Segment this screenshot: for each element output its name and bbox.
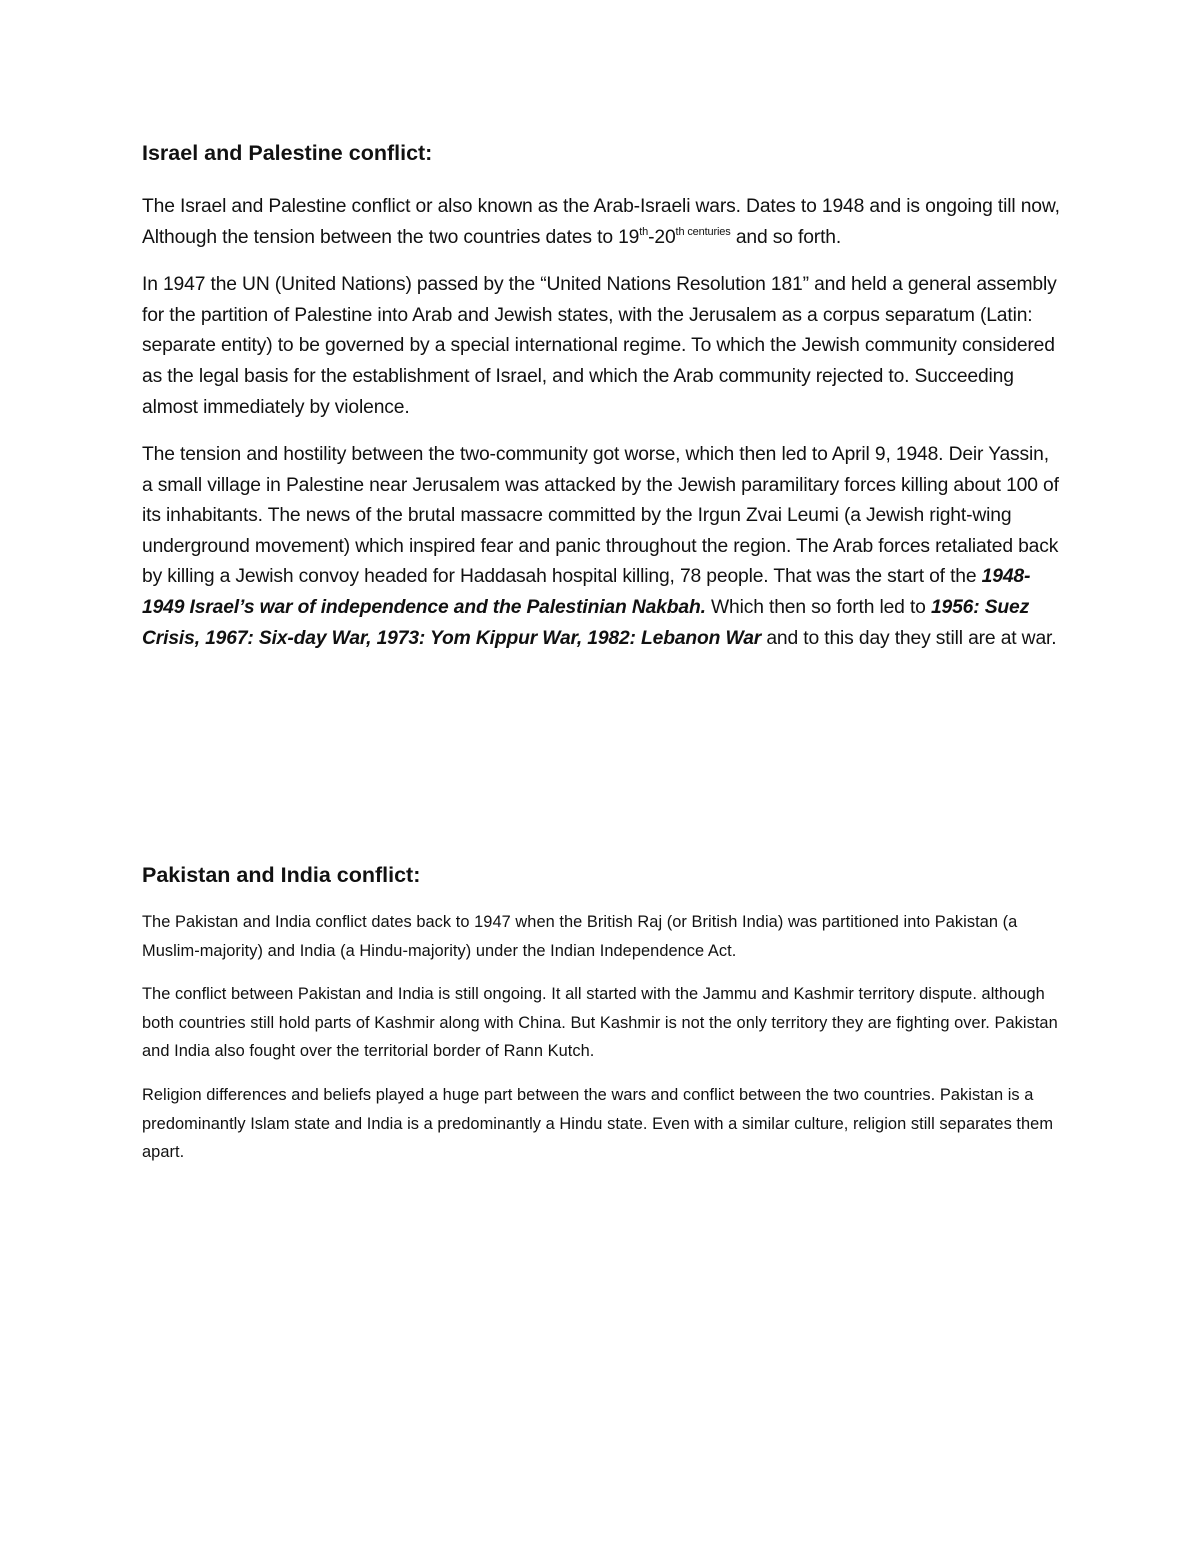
emphasis-text: 1956: Suez Crisis, 1967: Six-day War, 1973: Yom Kippur War, 1982: Lebanon War <box>142 597 1030 649</box>
paragraph: In 1947 the UN (United Nations) passed by the “United Nations Resolution 181” and held a general assembly for the partition of Palestine into Arab and Jewish states, with the Jerusalem as a corpus separatum (Latin: separate entity) to be governed by a special international regime. To which the Jewish community considered as the legal basis for the establishment of Israel, and which the Arab community rejected to. Succeeding almost immediately by violence. <box>142 274 1057 418</box>
paragraph-text: The Israel and Palestine conflict or also known as the Arab-Israeli wars. Dates to 1948 and is ongoing till now, Although the tension between the two countries dates to 19 <box>142 195 1060 248</box>
paragraph-text: -20 <box>648 226 676 248</box>
paragraph <box>142 192 1062 253</box>
section-heading: Pakistan and India conflict: <box>142 863 421 887</box>
paragraph-text: and to this day they still are at war. <box>761 627 1057 649</box>
section-pakistan-india <box>142 862 1062 1182</box>
emphasis-text: 1948-1949 Israel’s war of independence and the Palestinian Nakbah. <box>142 566 1031 619</box>
superscript: th centuries <box>675 225 731 238</box>
paragraph-text: The tension and hostility between the two-community got worse, which then led to April 9, 1948. Deir Yassin, a small village in Palestine near Jerusalem was attacked by the Jewish paramilitary forces killing about 100 of its inhabitants. The news of the brutal massacre committed by the Irgun Zvai Leumi (a Jewish right-wing underground movement) which inspired fear and panic throughout the region. The Arab forces retaliated back by killing a Jewish convoy headed for Haddasah hospital killing, 78 people. That was the start of the <box>142 444 1059 588</box>
paragraph: The Pakistan and India conflict dates back to 1947 when the British Raj (or British India) was partitioned into Pakistan (a Muslim-majority) and India (a Hindu-majority) under the Indian Independence Act. <box>142 912 1018 960</box>
paragraph-text: and so forth. <box>730 226 842 248</box>
section-israel-palestine <box>142 140 1062 654</box>
paragraph: The conflict between Pakistan and India is still ongoing. It all started with the Jammu and Kashmir territory dispute. although both countries still hold parts of Kashmir along with China. But Kashmir is not the only territory they are fighting over. Pakistan and India also fought over the territorial border of Rann Kutch. <box>142 985 1058 1061</box>
paragraph-text: Which then so forth led to <box>705 597 931 619</box>
paragraph: Religion differences and beliefs played a huge part between the wars and conflict between the two countries. Pakistan is a predominantly Islam state and India is a predominantly a Hindu state. Even with a similar culture, religion still separates them apart. <box>142 1085 1054 1162</box>
document-page <box>142 140 1062 1162</box>
section-heading: Israel and Palestine conflict: <box>142 141 433 165</box>
superscript: th <box>639 225 649 238</box>
paragraph <box>142 440 1062 654</box>
